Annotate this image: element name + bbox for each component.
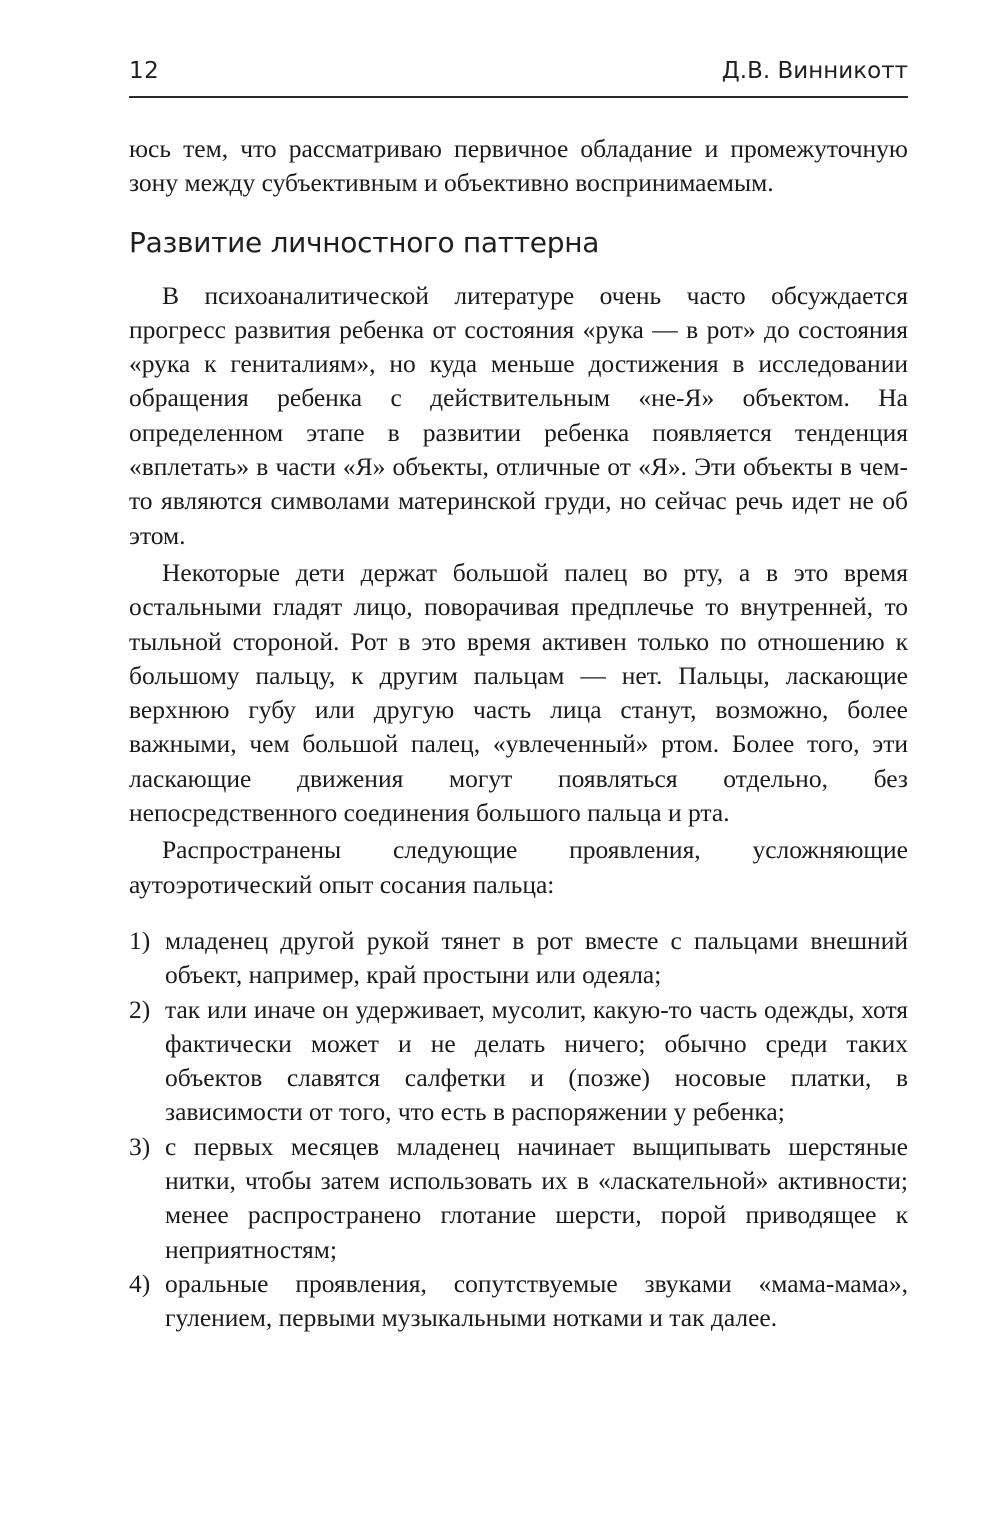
numbered-list xyxy=(129,924,908,1336)
running-head xyxy=(129,54,908,94)
list-item-text: младенец другой рукой тянет в рот вместе с пальцами внешний объект, например, край простыни или одеяла; xyxy=(165,925,908,990)
list-item-text: оральные проявления, сопутствуемые звуками «мама-мама», гулением, первыми музыкальными нотками и так далее. xyxy=(165,1268,908,1333)
header-divider xyxy=(129,96,908,98)
list-item xyxy=(129,993,908,1130)
list-marker: 2) xyxy=(129,994,151,1024)
running-head-author: Д.В. Винникотт xyxy=(721,58,908,84)
list-item xyxy=(129,924,908,993)
list-item-text: так или иначе он удерживает, мусолит, какую-то часть одежды, хотя фактически может и не делать ничего; обычно среди таких объектов славятся салфетки и (позже) носовые платки, в зависимости от того, что есть в распоряжении у ребенка; xyxy=(165,994,908,1127)
body-paragraph-3: Распространены следующие проявления, усложняющие аутоэротический опыт сосания пальца: xyxy=(129,835,908,899)
list-marker: 4) xyxy=(129,1268,151,1298)
body-paragraph-1: В психоаналитической литературе очень часто обсуждается прогресс развития ребенка от состояния «рука — в рот» до состояния «рука к гениталиям», но куда меньше достижения в исследовании обращения ребенка с действительным «не-Я» объектом. На определенном этапе в развитии ребенка появляется тенденция «вплетать» в части «Я» объекты, отличные от «Я». Эти объекты в чем-то являются символами материнской груди, но сейчас речь идет не об этом. xyxy=(129,280,908,550)
list-marker: 3) xyxy=(129,1131,151,1161)
body-paragraph-2: Некоторые дети держат большой палец во рту, а в это время остальными гладят лицо, поворачивая предплечье то внутренней, то тыльной стороной. Рот в это время активен только по отношению к большому пальцу, к другим пальцам — нет. Пальцы, ласкающие верхнюю губу или другую часть лица станут, возможно, более важными, чем большой палец, «увлеченный» ртом. Более того, эти ласкающие движения могут появляться отдельно, без непосредственного соединения большого пальца и рта. xyxy=(129,557,908,828)
list-item xyxy=(129,1267,908,1336)
list-marker: 1) xyxy=(129,925,151,955)
list-item xyxy=(129,1130,908,1267)
list-item-text: с первых месяцев младенец начинает выщипывать шерстяные нитки, чтобы затем использовать их в «ласкательной» активности; менее распространено глотание шерсти, порой приводящее к неприятностям; xyxy=(165,1131,908,1264)
page-number: 12 xyxy=(129,58,160,84)
section-heading: Развитие личностного паттерна xyxy=(129,225,600,259)
page-body xyxy=(129,132,908,1336)
continuation-paragraph: юсь тем, что рассматриваю первичное обладание и промежуточную зону между субъективным и объективно воспринимаемым. xyxy=(129,134,908,198)
